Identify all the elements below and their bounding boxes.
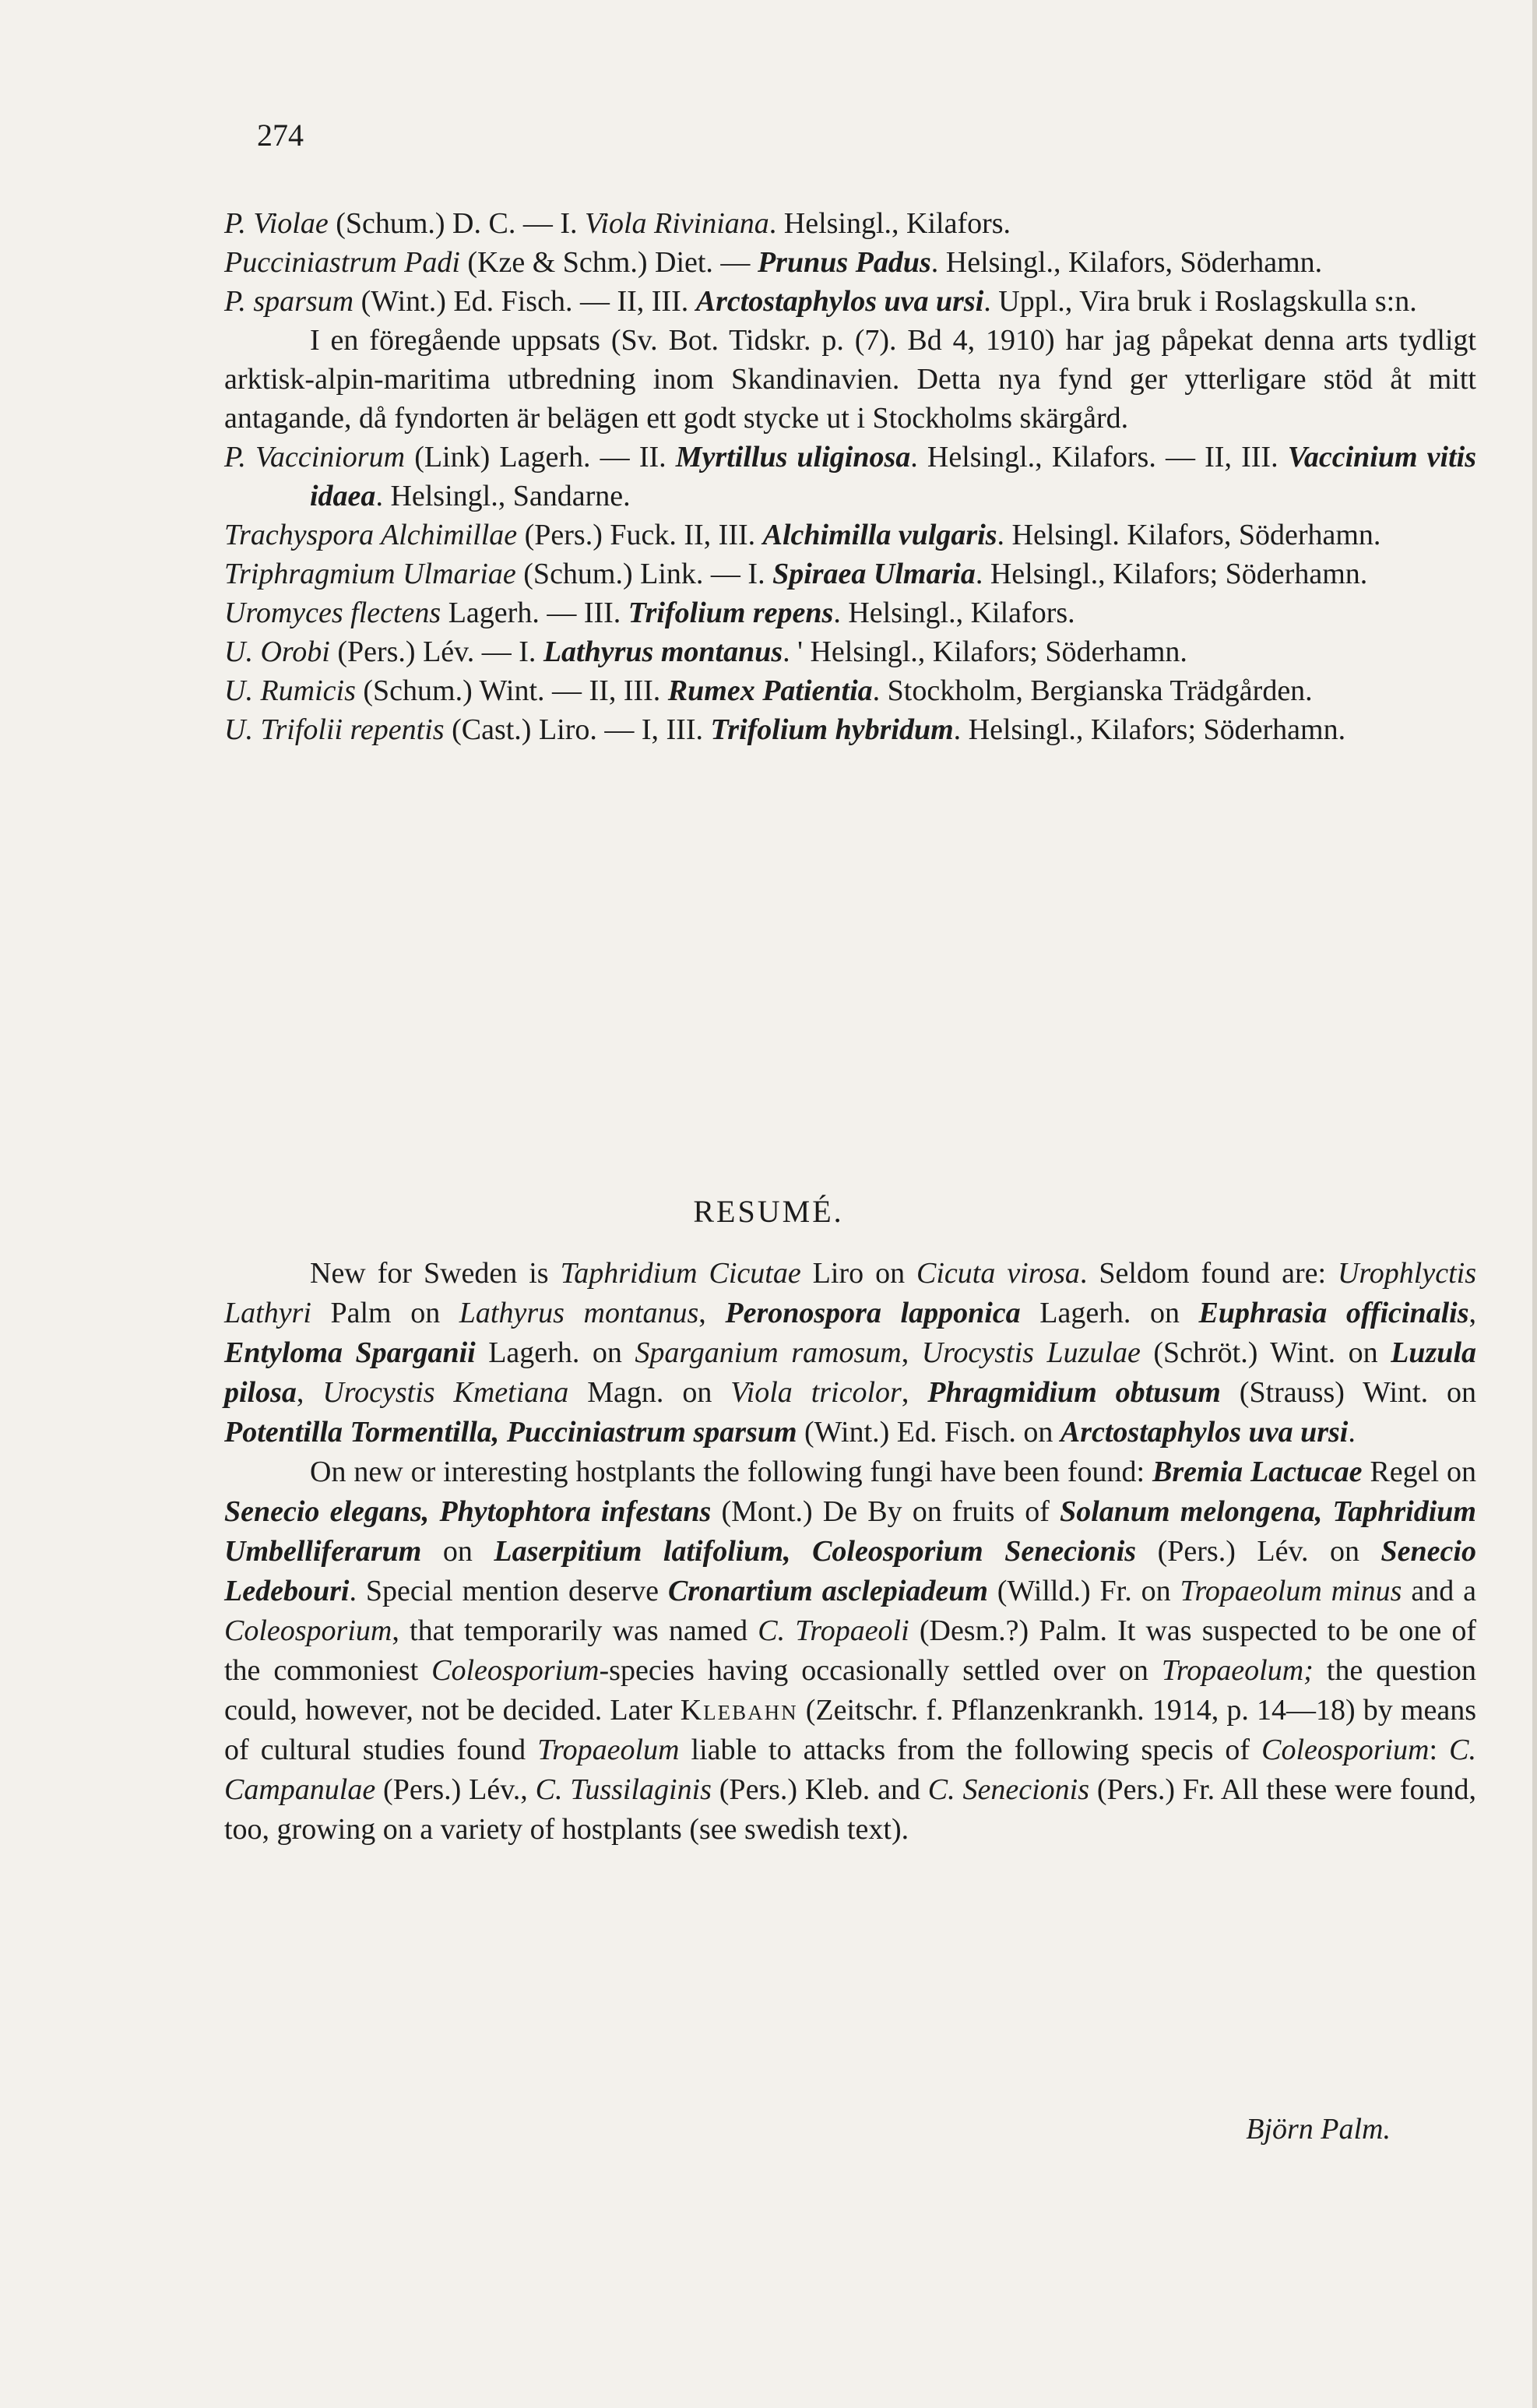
taxon-name: Euphrasia officinalis <box>1198 1297 1469 1329</box>
text-run: (Pers.) Kleb. and <box>711 1773 928 1806</box>
resume-paragraph <box>224 1254 1476 1452</box>
taxon-name: Bremia Lactucae <box>1152 1456 1363 1488</box>
text-run: (Desm.?) Palm. It was suspected to be one of the commoniest <box>224 1614 1477 1687</box>
taxon-name: Pucciniastrum Padi <box>224 246 460 279</box>
text-run: (Schum.) D. C. — I. <box>328 207 585 240</box>
page-number: 274 <box>257 118 304 153</box>
taxon-name: Alchimilla vulgaris <box>762 519 997 551</box>
taxon-name: C. Senecionis <box>927 1773 1089 1806</box>
taxon-name: Tropaeolum <box>537 1734 680 1766</box>
text-run: (Mont.) De By on fruits of <box>711 1495 1060 1528</box>
text-run: (Schröt.) Wint. on <box>1140 1336 1391 1369</box>
taxon-name: Myrtillus uliginosa <box>675 441 911 474</box>
text-run: , <box>901 1336 922 1369</box>
taxon-name: Tropaeolum minus <box>1180 1575 1402 1607</box>
text-run: , <box>296 1376 323 1409</box>
species-entry <box>224 282 1476 321</box>
text-run: . Special mention deserve <box>349 1575 668 1607</box>
taxon-name: Arctostaphylos uva ursi <box>695 285 984 318</box>
text-run: (Schum.) Link. — I. <box>515 558 773 590</box>
text-run: . Helsingl. Kilafors, Söderhamn. <box>997 519 1381 551</box>
taxon-name: C. Tropaeoli <box>758 1614 909 1647</box>
text-run: . Helsingl., Kilafors. — II, III. <box>910 441 1288 474</box>
text-run: . Helsingl., Kilafors, Söderhamn. <box>930 246 1323 279</box>
text-run: (Pers.) Lév. on <box>1136 1535 1381 1568</box>
taxon-name: Potentilla Tormentilla, Pucciniastrum sparsum <box>224 1416 797 1449</box>
text-run: . Helsingl., Kilafors. <box>833 597 1075 629</box>
taxon-name: Triphragmium Ulmariae <box>224 558 516 590</box>
taxon-name: U. Orobi <box>224 635 330 668</box>
text-run: . Helsingl., Kilafors. <box>768 207 1011 240</box>
text-run: . Helsingl., Kilafors; Söderhamn. <box>953 713 1346 746</box>
taxon-name: Coleosporium <box>224 1614 392 1647</box>
taxon-name: Solanum melongena, Taphridium Umbelliferarum <box>224 1495 1476 1568</box>
taxon-name: Cronartium asclepiadeum <box>667 1575 988 1607</box>
species-entry <box>224 671 1476 710</box>
taxon-name: P. Violae <box>224 207 329 240</box>
taxon-name: Senecio Ledebouri <box>224 1535 1476 1607</box>
text-run: (Pers.) Lév. — I. <box>329 635 543 668</box>
text-run: (Willd.) Fr. on <box>987 1575 1180 1607</box>
taxon-name: Prunus Padus <box>757 246 931 279</box>
text-run: liable to attacks from the following specis of <box>679 1734 1262 1766</box>
species-entry <box>224 243 1476 282</box>
taxon-name: Viola tricolor <box>730 1376 902 1409</box>
text-run: (Pers.) Fuck. II, III. <box>517 519 763 551</box>
taxon-name: Rumex Patientia <box>667 674 873 707</box>
taxon-name: U. Trifolii repentis <box>224 713 445 746</box>
text-run: . Helsingl., Kilafors; Söderhamn. <box>975 558 1368 590</box>
taxon-name: Luzula pilosa <box>224 1336 1476 1409</box>
text-run: . Helsingl., Sandarne. <box>375 480 631 512</box>
taxon-name: Lathyrus montanus <box>459 1297 699 1329</box>
taxon-name: Uromyces flectens <box>224 597 441 629</box>
taxon-name: Urocystis Luzulae <box>921 1336 1141 1369</box>
taxon-name: Laserpitium latifolium, Coleosporium Senecionis <box>494 1535 1137 1568</box>
taxon-name: Trifolium repens <box>628 597 834 629</box>
text-run: Liro on <box>800 1257 917 1290</box>
text-run: . Stockholm, Bergianska Trädgården. <box>872 674 1313 707</box>
text-run: . Seldom found are: <box>1079 1257 1338 1290</box>
taxon-name: C. Campanulae <box>224 1734 1477 1806</box>
taxon-name: Coleosporium <box>431 1654 600 1687</box>
species-entry <box>224 554 1476 593</box>
taxon-name: Lathyrus montanus <box>543 635 783 668</box>
taxon-name: P. sparsum <box>224 285 354 318</box>
text-run: -species having occasionally settled over on <box>599 1654 1162 1687</box>
text-run: (Wint.) Ed. Fisch. on <box>797 1416 1060 1449</box>
text-run: Regel on <box>1362 1456 1476 1488</box>
text-run: Lagerh. on <box>1020 1297 1199 1329</box>
text-run: (Cast.) Liro. — I, III. <box>444 713 711 746</box>
text-run: Magn. on <box>568 1376 731 1409</box>
taxon-name: Arctostaphylos uva ursi <box>1060 1416 1349 1449</box>
text-run: (Pers.) Fr. All these were found, too, growing on a variety of hostplants (see swedish text). <box>224 1773 1477 1846</box>
taxon-name: Urophlyctis Lathyri <box>224 1257 1476 1329</box>
species-entry <box>224 438 1476 516</box>
taxon-name: Tropaeolum; <box>1161 1654 1314 1687</box>
taxon-name: Viola Riviniana <box>585 207 769 240</box>
text-run: (Pers.) Lév., <box>375 1773 536 1806</box>
entry-note: I en föregående uppsats (Sv. Bot. Tidskr. p. (7). Bd 4, 1910) har jag påpekat denna arts tydligt arktisk-alpin-maritima utbredning inom Skandinavien. Detta nya fynd ger ytterligare stöd åt mitt antagande, då fyndorten är belägen ett godt stycke ut i Stockholms skärgård. <box>224 324 1476 435</box>
species-entry <box>224 593 1476 632</box>
taxon-name: U. Rumicis <box>224 674 356 707</box>
taxon-name: Trifolium hybridum <box>710 713 954 746</box>
species-entry <box>224 516 1476 554</box>
taxon-name: Entyloma Sparganii <box>224 1336 476 1369</box>
text-run: (Strauss) Wint. on <box>1220 1376 1477 1409</box>
text-run: Lagerh. on <box>475 1336 635 1369</box>
species-entry <box>224 710 1476 749</box>
taxon-name: Phragmidium obtusum <box>927 1376 1221 1409</box>
text-run: (Kze & Schm.) Diet. — <box>459 246 758 279</box>
text-run: Lagerh. — III. <box>441 597 628 629</box>
text-run: . <box>1348 1416 1356 1449</box>
text-run: the question could, however, not be decided. Later <box>224 1654 1476 1727</box>
text-run: . ' Helsingl., Kilafors; Söderhamn. <box>783 635 1187 668</box>
author-signature: Björn Palm. <box>1246 2113 1391 2146</box>
species-list <box>224 204 1476 749</box>
taxon-name: Cicuta virosa <box>916 1257 1080 1290</box>
text-run: : <box>1429 1734 1450 1766</box>
resume-heading: RESUMÉ. <box>693 1194 844 1229</box>
taxon-name: Sparganium ramosum <box>635 1336 902 1369</box>
author-name: Klebahn <box>680 1694 798 1727</box>
text-run: , <box>1468 1297 1477 1329</box>
resume-body <box>224 1254 1476 1850</box>
taxon-name: Spiraea Ulmaria <box>772 558 976 590</box>
text-run: Palm on <box>311 1297 459 1329</box>
text-run: (Wint.) Ed. Fisch. — II, III. <box>353 285 696 318</box>
taxon-name: Trachyspora Alchimillae <box>224 519 518 551</box>
text-run: on <box>421 1535 494 1568</box>
taxon-name: Senecio elegans, Phytophtora infestans <box>224 1495 712 1528</box>
taxon-name: Urocystis Kmetiana <box>322 1376 569 1409</box>
text-run: , <box>698 1297 726 1329</box>
text-run: (Schum.) Wint. — II, III. <box>355 674 668 707</box>
species-entry <box>224 632 1476 671</box>
text-run: and a <box>1402 1575 1476 1607</box>
taxon-name: C. Tussilaginis <box>535 1773 712 1806</box>
text-run: (Zeitschr. f. Pflanzenkrankh. 1914, p. 14—18) by means of cultural studies found <box>224 1694 1476 1766</box>
taxon-name: Coleosporium <box>1261 1734 1430 1766</box>
taxon-name: Vaccinium vitis idaea <box>310 441 1477 512</box>
text-run: , that temporarily was named <box>392 1614 758 1647</box>
text-run: New for Sweden is <box>310 1257 561 1290</box>
species-entry <box>224 204 1476 243</box>
text-run: , <box>901 1376 928 1409</box>
text-run: . Uppl., Vira bruk i Roslagskulla s:n. <box>983 285 1417 318</box>
taxon-name: Taphridium Cicutae <box>560 1257 801 1290</box>
text-run: On new or interesting hostplants the following fungi have been found: <box>310 1456 1153 1488</box>
text-run: (Link) Lagerh. — II. <box>405 441 676 474</box>
taxon-name: Peronospora lapponica <box>725 1297 1021 1329</box>
resume-paragraph <box>224 1452 1476 1850</box>
taxon-name: P. Vacciniorum <box>224 441 406 474</box>
